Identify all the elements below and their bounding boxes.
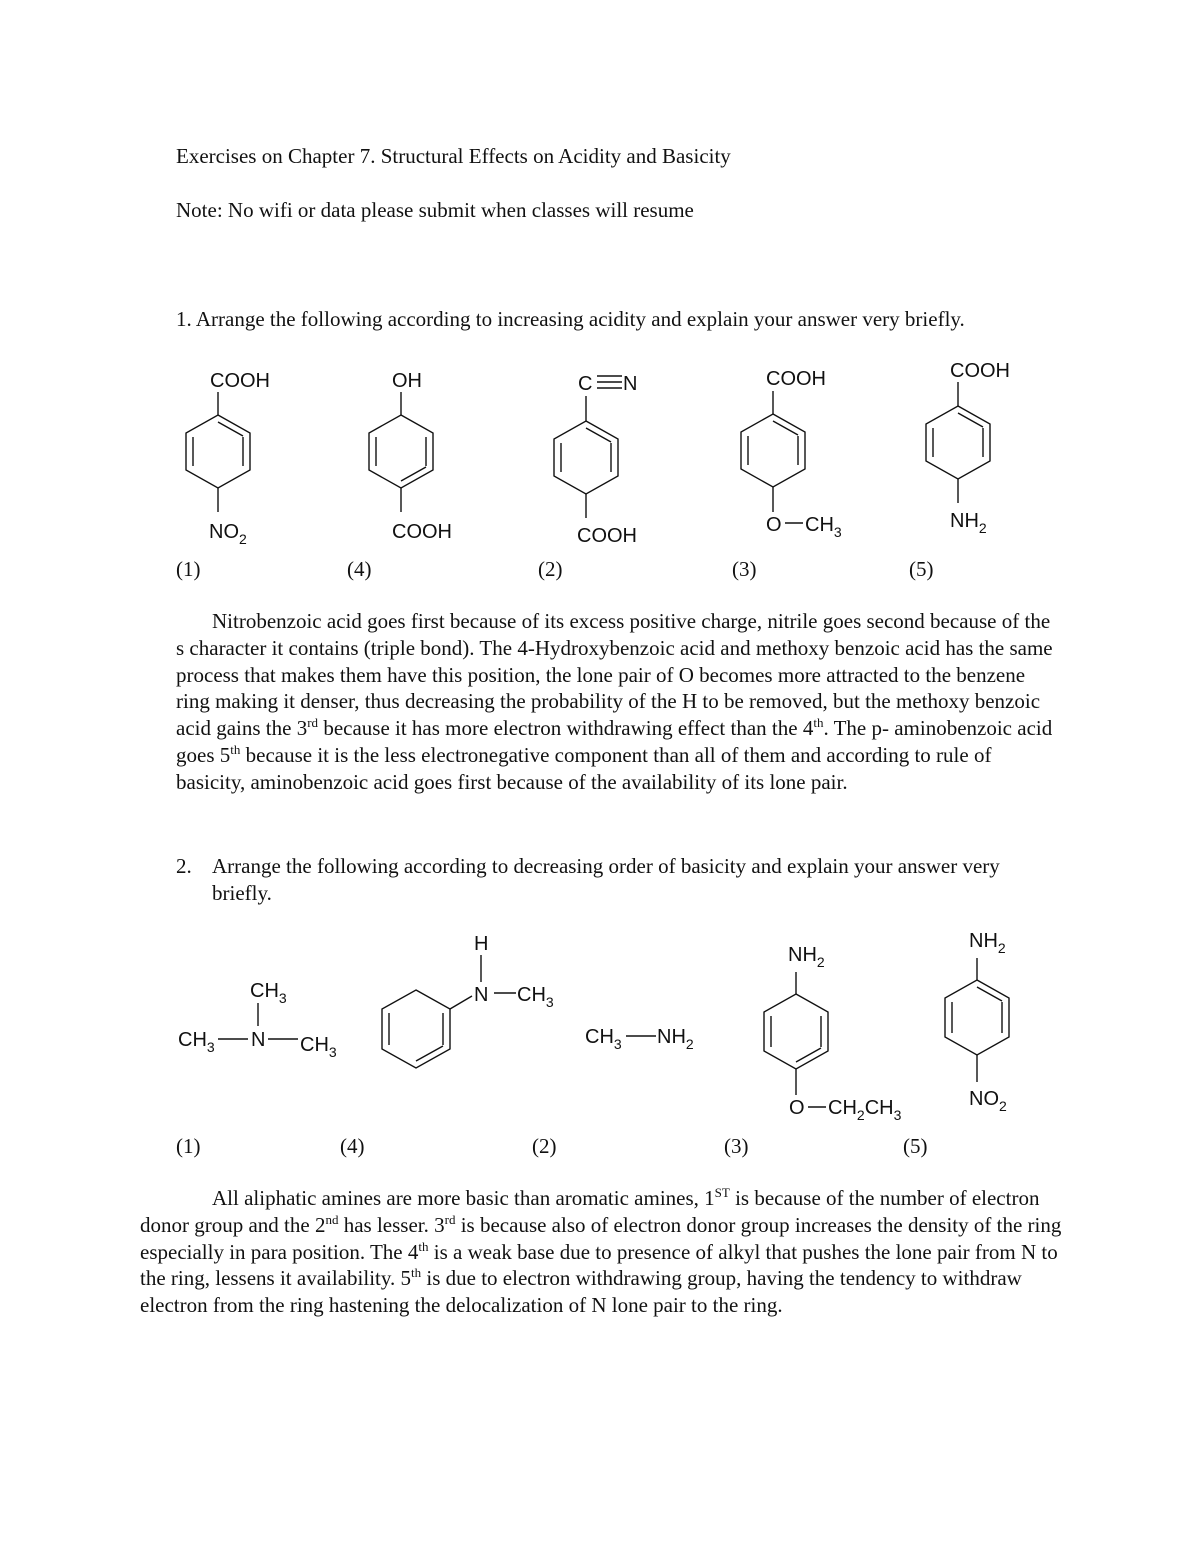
- q2-m2-methyl: $CH_3$: [517, 984, 554, 1010]
- q1-label-5: (5): [909, 557, 934, 581]
- page-title: Exercises on Chapter 7. Structural Effects on Acidity and Basicity: [176, 144, 731, 168]
- q1-m4-top: COOH: [766, 368, 826, 390]
- q2-label-5: (5): [903, 1134, 928, 1158]
- q2-m1-top: $CH_3$: [250, 980, 287, 1006]
- q2-m1-left: $CH_3$: [178, 1029, 215, 1055]
- q1-m5-bottom: $NH_2$: [950, 510, 987, 536]
- q1-m4-oxygen: O: [766, 514, 782, 536]
- q1-answer: Nitrobenzoic acid goes first because of its excess positive charge, nitrile goes second because of the s character it contains (triple bond). The 4-Hydroxybenzoic acid and methoxy benzoic acid has the same process that makes them have this position, the lone pair of O becomes more attracted to the benzene ring making it denser, thus decreasing the probability of the H to be removed, but the methoxy benzoic acid gains the 3rd because it has more electron withdrawing effect than the 4th. The p- aminobenzoic acid goes 5th because it is the less electronegative component than all of them and according to rule of basicity, aminobenzoic acid goes first because of the availability of its lone pair.: [176, 609, 1053, 794]
- q2-label-4: (3): [724, 1134, 749, 1158]
- q1-m5-top: COOH: [950, 360, 1010, 382]
- q2-m2-nitrogen: N: [474, 984, 489, 1006]
- question-2: Arrange the following according to decreasing order of basicity and explain your answer very briefly.: [212, 854, 1000, 905]
- q1-m1-bottom: $NO_2$: [209, 521, 247, 547]
- q2-m1-right: $CH_3$: [300, 1034, 337, 1060]
- q1-molecule-4-ring: [741, 391, 805, 523]
- q1-label-1: (1): [176, 557, 201, 581]
- q1-label-3: (2): [538, 557, 563, 581]
- q2-molecule-2-bonds: [382, 955, 516, 1068]
- q2-m2-hydrogen: H: [474, 933, 489, 955]
- q1-molecule-5-ring: [926, 382, 990, 503]
- question-1: 1. Arrange the following according to increasing acidity and explain your answer very briefly.: [176, 307, 965, 331]
- q1-molecule-2-ring: [369, 392, 433, 512]
- q1-m3-bottom: COOH: [577, 525, 637, 547]
- q2-molecule-5-ring: [945, 958, 1009, 1082]
- q2-m5-bottom: $NO_2$: [969, 1088, 1007, 1114]
- question-2-number: 2.: [176, 854, 192, 878]
- q2-answer: All aliphatic amines are more basic than aromatic amines, 1ST is because of the number of electron donor group and the 2nd has lesser. 3rd is because also of electron donor group increases the density of the ring especially in para position. The 4th is a weak base due to presence of alkyl that pushes the lone pair from N to the ring, lessens it availability. 5th is due to electron withdrawing group, having the tendency to withdraw electron from the ring hastening the delocalization of N lone pair to the ring.: [140, 1185, 1062, 1318]
- q2-m3-methyl: $CH_3$: [585, 1026, 622, 1052]
- q2-m3-amine: $NH_2$: [657, 1026, 694, 1052]
- q1-m3-carbon: C: [578, 373, 593, 395]
- q1-m2-top: OH: [392, 370, 422, 392]
- q1-m4-methyl: $CH_3$: [805, 514, 842, 540]
- q2-label-2: (4): [340, 1134, 365, 1158]
- q2-label-1: (1): [176, 1134, 201, 1158]
- q2-m4-oxygen: O: [789, 1097, 805, 1119]
- q2-m1-nitrogen: N: [251, 1029, 266, 1051]
- q2-m4-top: $NH_2$: [788, 944, 825, 970]
- q1-m3-nitrogen: N: [623, 373, 638, 395]
- q2-molecule-4-ring: [764, 972, 828, 1107]
- q1-label-4: (3): [732, 557, 757, 581]
- q2-label-3: (2): [532, 1134, 557, 1158]
- q1-m1-top: COOH: [210, 370, 270, 392]
- q1-label-2: (4): [347, 557, 372, 581]
- q2-m5-top: $NH_2$: [969, 930, 1006, 956]
- q1-m2-bottom: COOH: [392, 521, 452, 543]
- q1-molecule-3-ring: [554, 376, 622, 518]
- note-text: Note: No wifi or data please submit when classes will resume: [176, 198, 694, 222]
- q2-m4-ethyl: $CH_2CH_3$: [828, 1097, 902, 1123]
- q1-molecule-1-ring: [186, 392, 250, 512]
